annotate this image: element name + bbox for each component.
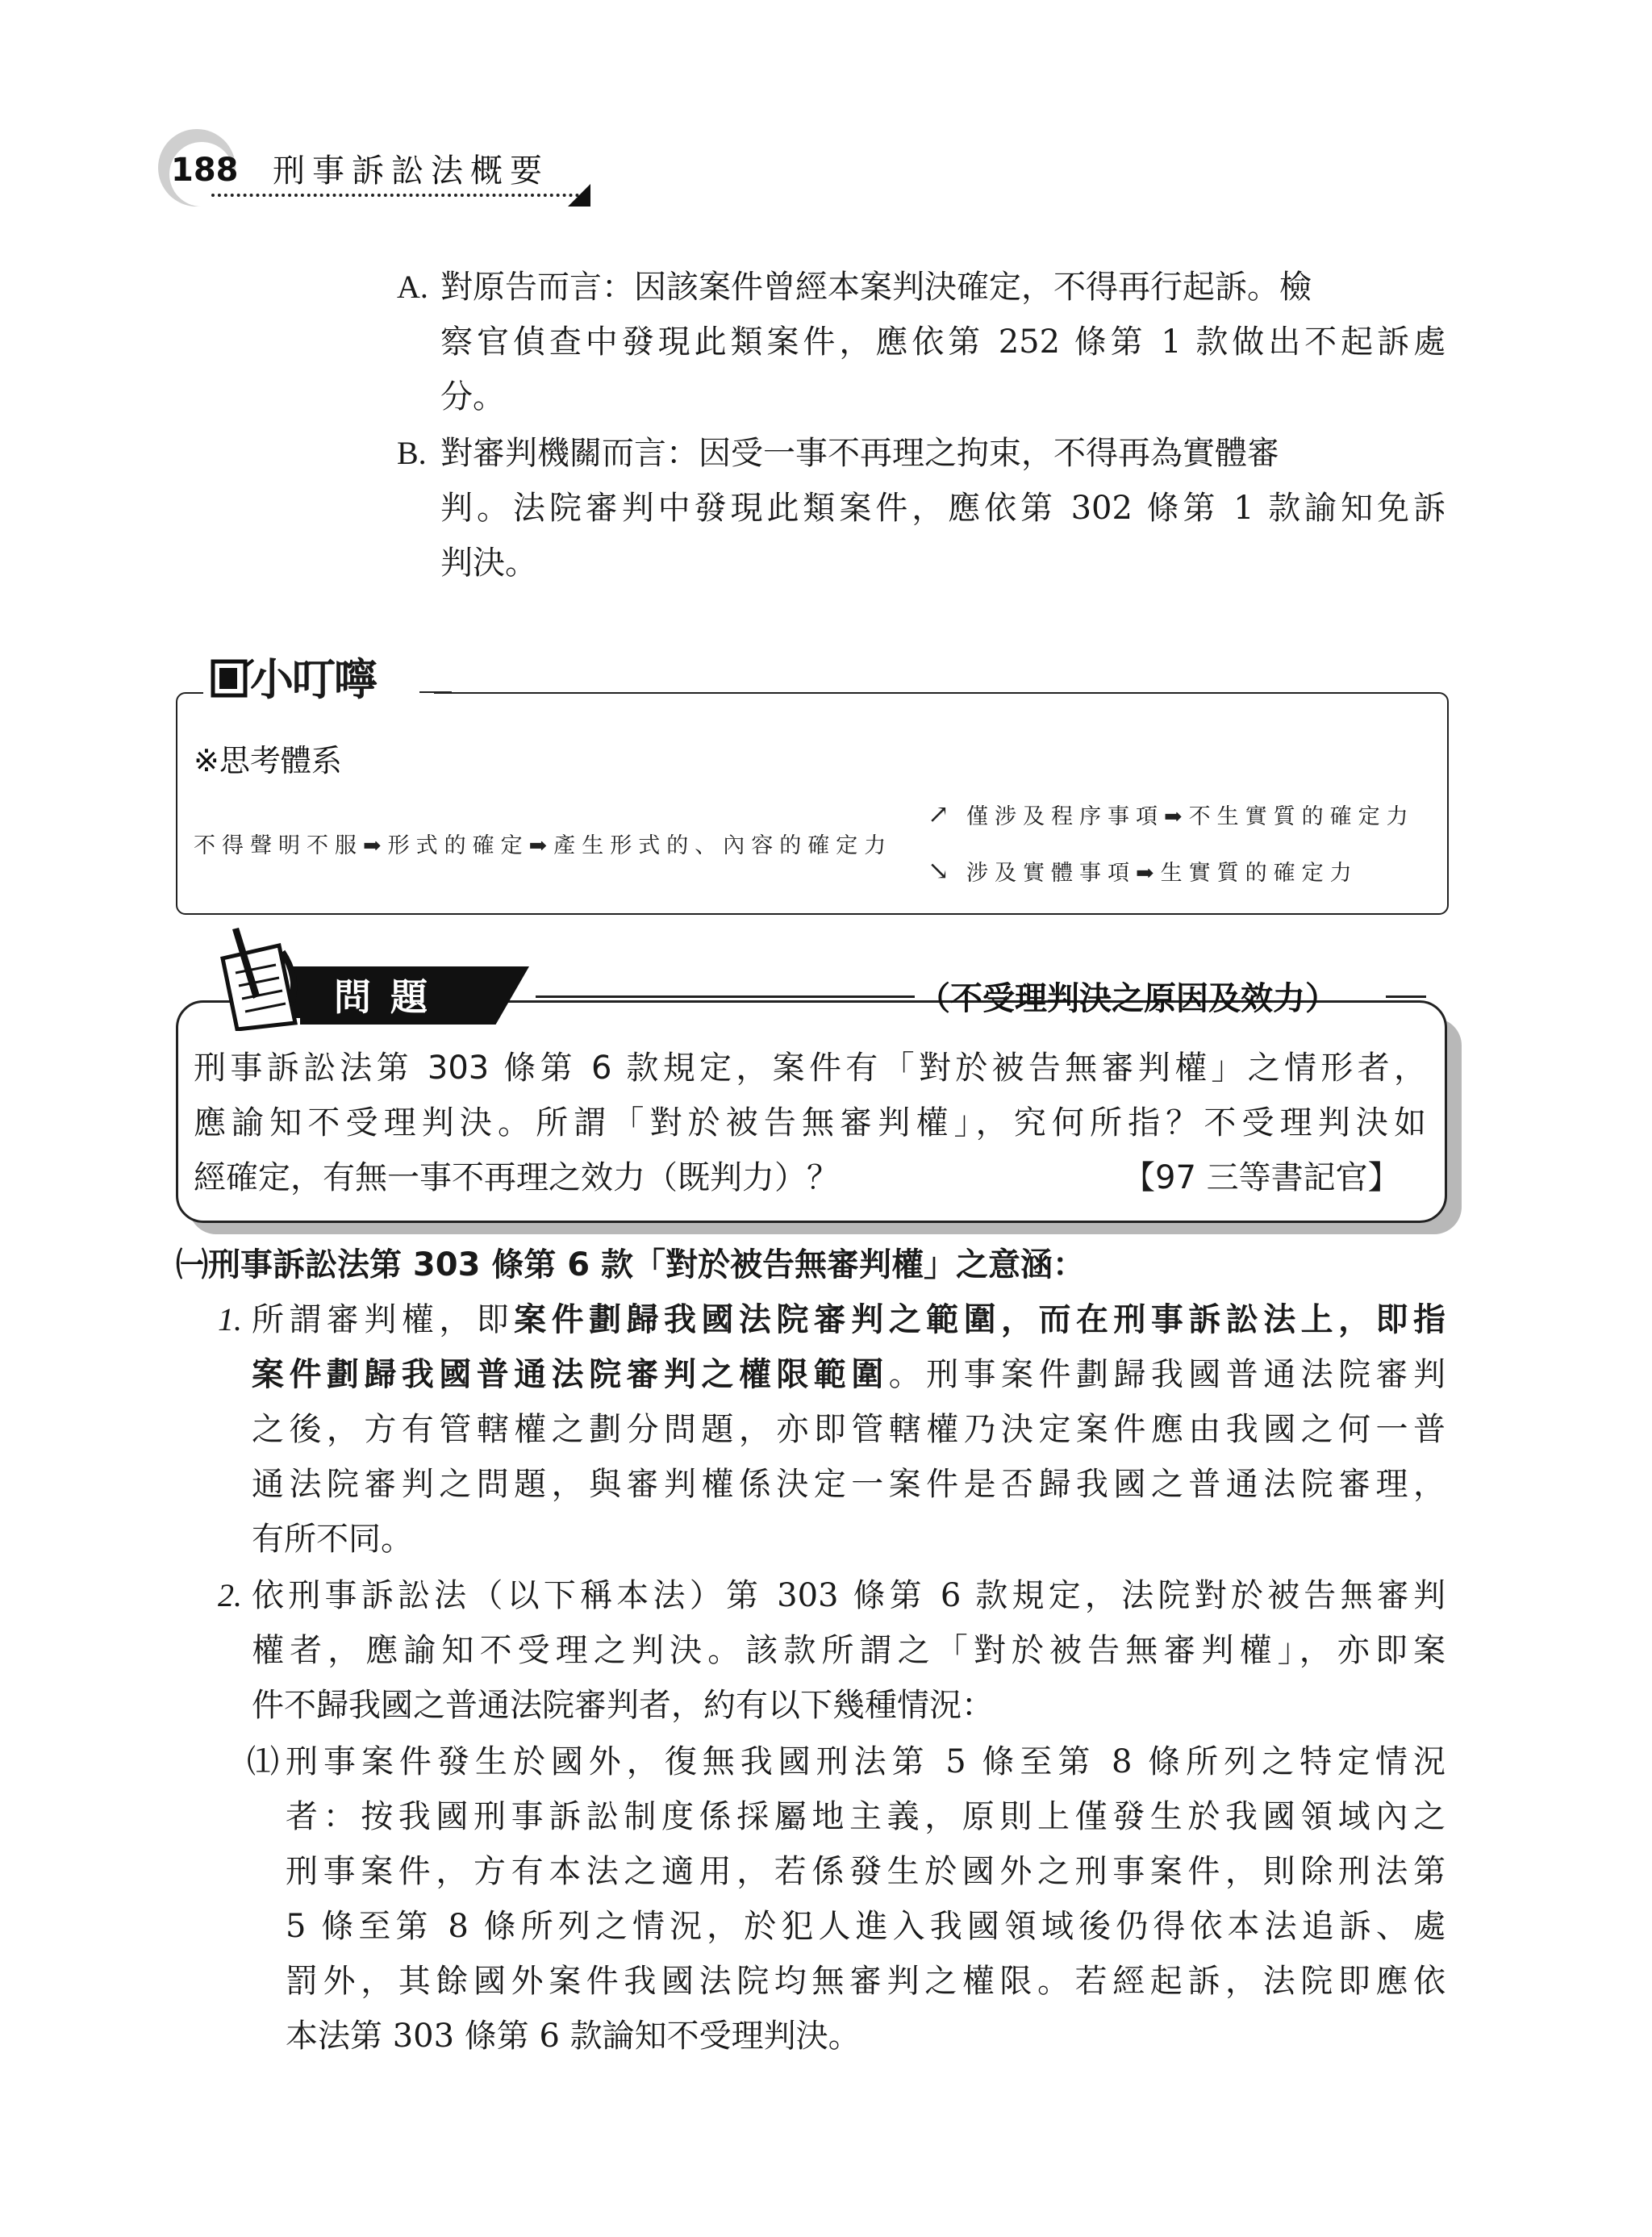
answer-item-1-line-2-rest: 。刑事案件劃歸我國普通法院審判 — [888, 1356, 1446, 1393]
answer-item-2-line-1: 依刑事訴訟法（以下稱本法）第 303 條第 6 款規定，法院對於被告無審判 — [252, 1577, 1446, 1614]
tip-heading: ※思考體系 — [194, 743, 342, 778]
answer-sub-1-line-1: 刑事案件發生於國外，復無我國刑法第 5 條至第 8 條所列之特定情況 — [286, 1743, 1446, 1780]
section-a-line-2: 察官偵查中發現此類案件，應依第 252 條第 1 款做出不起訴處 — [440, 323, 1446, 361]
question-line-1: 刑事訴訟法第 303 條第 6 款規定，案件有「對於被告無審判權」之情形者， — [194, 1050, 1426, 1087]
answer-item-2-line-2: 權者，應諭知不受理之判決。該款所謂之「對於被告無審判權」，亦即案 — [252, 1632, 1446, 1669]
section-b-line-3: 判決。 — [440, 545, 537, 582]
tip-title-rule — [419, 691, 452, 693]
question-subtitle: （不受理判決之原因及效力） — [918, 980, 1337, 1017]
answer-sub-1-line-5: 罰外，其餘國外案件我國法院均無審判之權限。若經起訴，法院即應依 — [286, 1963, 1446, 2000]
answer-sub-1-line-2: 者：按我國刑事訴訟制度係採屬地主義，原則上僅發生於我國領域內之 — [286, 1798, 1446, 1835]
tip-flow-up: 僅涉及程序事項➡不生實質的確定力 — [966, 804, 1415, 829]
header-corner-triangle — [568, 184, 590, 207]
question-title-rule-left — [536, 995, 915, 998]
book-icon — [208, 653, 257, 703]
question-source: 【97 三等書記官】 — [1123, 1159, 1400, 1196]
answer-item-1-line-1-bold: 案件劃歸我國法院審判之範圍，而在刑事訴訟法上，即指 — [514, 1301, 1446, 1338]
answer-item-1-line-4: 通法院審判之問題，與審判權係決定一案件是否歸我國之普通法院審理， — [252, 1466, 1446, 1503]
answer-heading: ㈠刑事訴訟法第 303 條第 6 款「對於被告無審判權」之意涵： — [176, 1246, 1086, 1283]
section-b-label: B. — [397, 435, 427, 471]
question-line-2: 應諭知不受理判決。所謂「對於被告無審判權」，究何所指？不受理判決如 — [194, 1104, 1426, 1141]
header-dotted-rule — [211, 194, 579, 197]
answer-item-1-line-1 — [252, 1292, 1446, 1347]
answer-item-1-number: 1. — [218, 1301, 242, 1338]
question-title-rule-right — [1386, 995, 1426, 998]
notepad-pencil-icon — [208, 928, 305, 1031]
answer-item-1-line-3: 之後，方有管轄權之劃分問題，亦即管轄權乃決定案件應由我國之何一普 — [252, 1411, 1446, 1448]
section-a-line-1: 對原告而言：因該案件曾經本案判決確定，不得再行起訴。檢 — [440, 269, 1312, 306]
answer-sub-1-line-6: 本法第 303 條第 6 款論知不受理判決。 — [286, 2018, 861, 2055]
book-title: 刑事訴訟法概要 — [273, 152, 549, 190]
page-number: 188 — [171, 152, 239, 189]
tip-flow-down: 涉及實體事項➡生實質的確定力 — [966, 861, 1358, 886]
answer-item-2-line-3: 件不歸我國之普通法院審判者，約有以下幾種情況： — [252, 1687, 994, 1724]
tip-flow-left: 不得聲明不服➡形式的確定➡產生形式的、內容的確定力 — [194, 833, 893, 858]
question-line-3: 經確定，有無一事不再理之效力（既判力）？ — [194, 1159, 839, 1196]
tip-arrow-down: ↘ — [928, 855, 949, 886]
answer-sub-1-line-4: 5 條至第 8 條所列之情況，於犯人進入我國領域後仍得依本法追訴、處 — [286, 1908, 1446, 1945]
section-a-line-3: 分。 — [440, 378, 505, 415]
section-a-label: A. — [397, 269, 428, 305]
section-b-line-2: 判。法院審判中發現此類案件，應依第 302 條第 1 款諭知免訴 — [440, 490, 1446, 527]
question-banner-label: 問題 — [334, 975, 447, 1019]
answer-item-2-number: 2. — [218, 1577, 242, 1613]
answer-item-1-line-1-lead: 所謂審判權，即 — [252, 1301, 515, 1338]
answer-item-1-line-2-bold: 案件劃歸我國普通法院審判之權限範圍 — [252, 1356, 889, 1393]
answer-sub-1-line-3: 刑事案件，方有本法之適用，若係發生於國外之刑事案件，則除刑法第 — [286, 1853, 1446, 1890]
answer-item-1-line-5: 有所不同。 — [252, 1521, 413, 1558]
tip-title: 小叮嚀 — [250, 653, 376, 705]
answer-item-1-line-2 — [252, 1347, 1446, 1402]
section-b-line-1: 對審判機關而言：因受一事不再理之拘束，不得再為實體審 — [440, 435, 1279, 472]
tip-arrow-up: ↗ — [928, 799, 949, 829]
answer-sub-1-number: ⑴ — [247, 1743, 279, 1780]
